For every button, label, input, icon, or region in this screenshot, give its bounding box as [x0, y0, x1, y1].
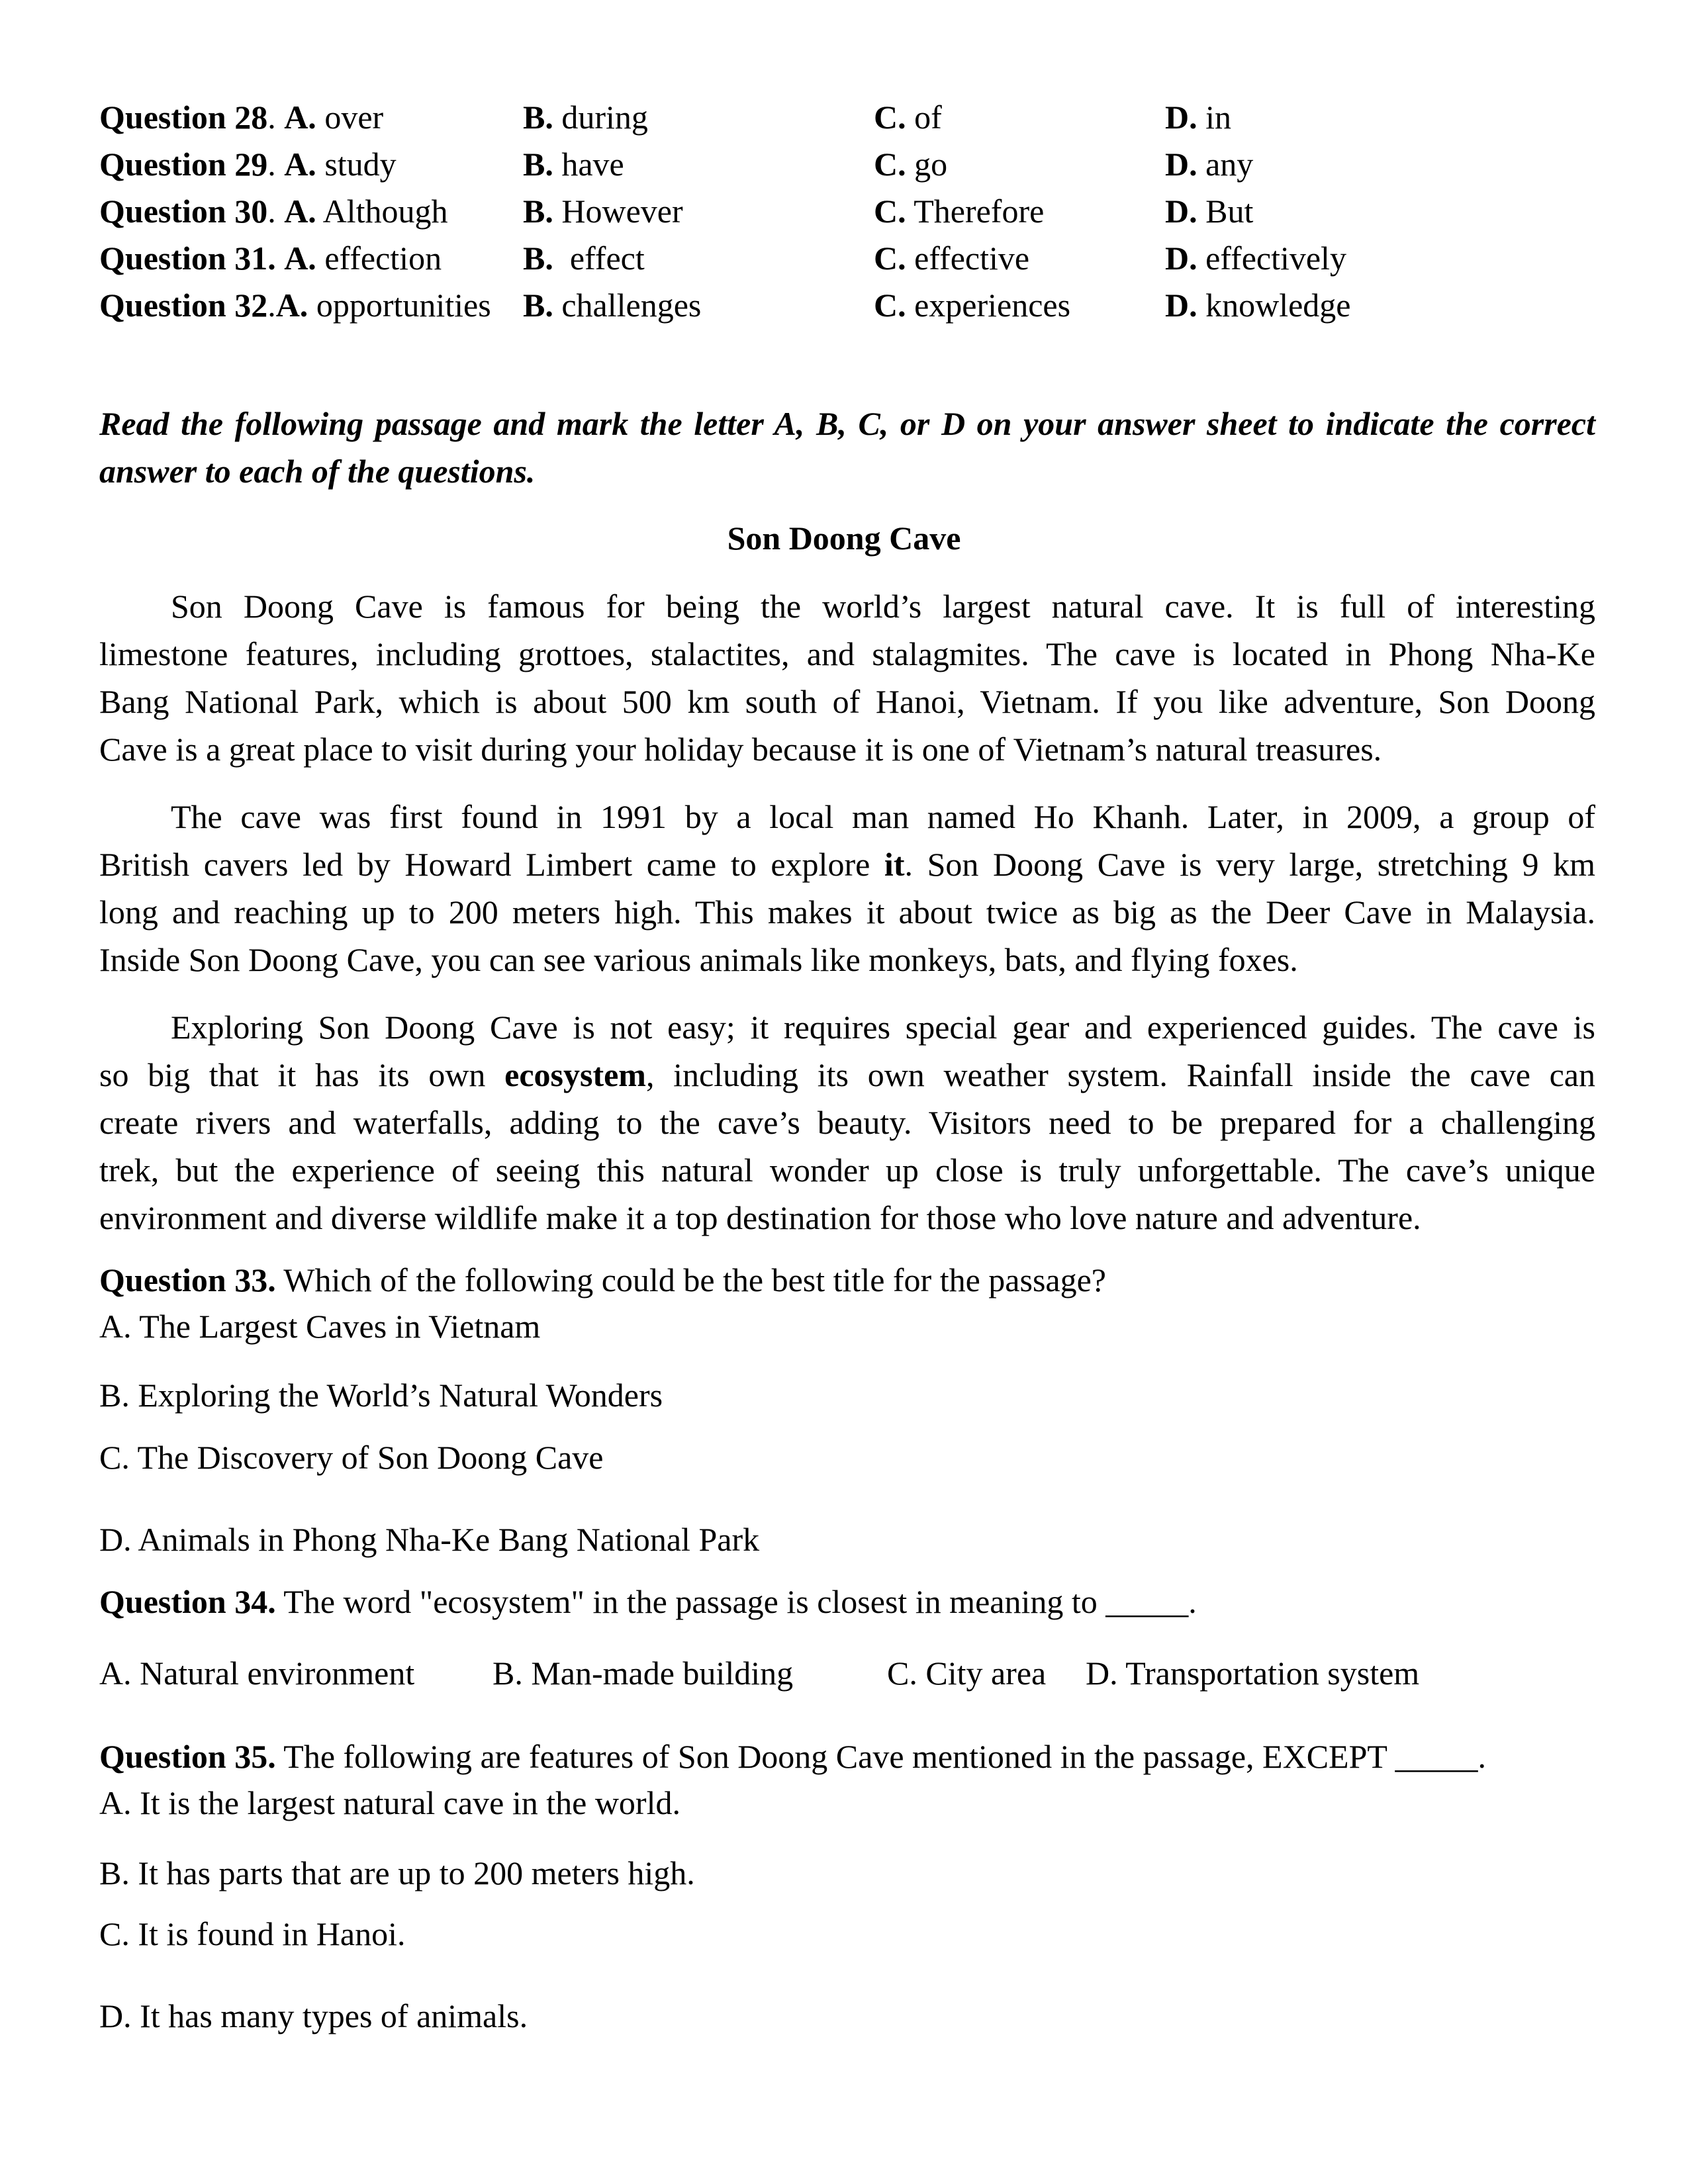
answer-option-d[interactable]: D. Animals in Phong Nha-Ke Bang National Park: [99, 1521, 760, 1558]
question-stem: Question 35. The following are features of Son Doong Cave mentioned in the passage, EXCEPT _____.: [99, 1738, 1487, 1775]
paragraph-line: Bang National Park, which is about 500 km south of Hanoi, Vietnam. If you like adventure, Son Doong: [99, 683, 1595, 720]
passage-paragraph-1: [99, 582, 1595, 773]
passage-title: Son Doong Cave: [727, 520, 961, 557]
paragraph-line: create rivers and waterfalls, adding to the cave’s beauty. Visitors need to be prepared for a challenging: [99, 1104, 1595, 1141]
question-stem: Question 33. Which of the following could be the best title for the passage?: [99, 1261, 1106, 1298]
question-label: Question 31. A. effection: [99, 240, 442, 277]
paragraph-line: limestone features, including grottoes, stalactites, and stalagmites. The cave is located in Phong Nha-Ke: [99, 635, 1595, 672]
answer-option-b[interactable]: B. It has parts that are up to 200 meters high.: [99, 1854, 695, 1891]
passage-paragraph-3: [99, 1003, 1595, 1242]
option-c: C. experiences: [874, 287, 1071, 324]
highlighted-word-it: it: [884, 846, 905, 883]
paragraph-text: so big that it has its own: [99, 1056, 486, 1093]
option-c: C. effective: [874, 240, 1030, 277]
answer-option-a[interactable]: A. The Largest Caves in Vietnam: [99, 1308, 541, 1345]
answer-option-d[interactable]: D. It has many types of animals.: [99, 1997, 528, 2034]
option-b: B. challenges: [523, 287, 702, 324]
option-b: B. effect: [523, 240, 645, 277]
answer-option-c[interactable]: C. The Discovery of Son Doong Cave: [99, 1439, 604, 1476]
paragraph-line: [99, 841, 1595, 888]
option-d: D. But: [1165, 193, 1254, 230]
paragraph-line: Exploring Son Doong Cave is not easy; it requires special gear and experienced guides. The cave is: [171, 1009, 1595, 1046]
question-label: Question 30. A. Although: [99, 193, 448, 230]
option-b: B. during: [523, 99, 648, 136]
paragraph-text: British cavers led by Howard Limbert came to explore: [99, 846, 870, 883]
question-label: Question 28. A. over: [99, 99, 384, 136]
answer-option-b[interactable]: B. Man-made building: [492, 1655, 794, 1692]
question-stem: Question 34. The word "ecosystem" in the passage is closest in meaning to _____.: [99, 1583, 1197, 1620]
option-b: B. However: [523, 193, 683, 230]
paragraph-line: [99, 1051, 1595, 1099]
question-label: Question 29. A. study: [99, 146, 397, 183]
answer-option-d[interactable]: D. Transportation system: [1086, 1655, 1420, 1692]
paragraph-line: trek, but the experience of seeing this natural wonder up close is truly unforgettable. The cave’s unique: [99, 1152, 1595, 1189]
paragraph-line: Inside Son Doong Cave, you can see various animals like monkeys, bats, and flying foxes.: [99, 941, 1298, 978]
option-c: C. go: [874, 146, 948, 183]
passage-paragraph-2: [99, 793, 1595, 983]
answer-option-a[interactable]: A. Natural environment: [99, 1655, 415, 1692]
paragraph-text: , including its own weather system. Rainfall inside the cave can: [645, 1056, 1595, 1093]
question-label: Question 32.A. opportunities: [99, 287, 491, 324]
answer-option-a[interactable]: A. It is the largest natural cave in the world.: [99, 1784, 680, 1821]
highlighted-word-ecosystem: ecosystem: [504, 1056, 646, 1093]
option-d: D. in: [1165, 99, 1232, 136]
paragraph-line: environment and diverse wildlife make it a top destination for those who love nature and adventure.: [99, 1199, 1421, 1236]
option-d: D. knowledge: [1165, 287, 1351, 324]
paragraph-line: Son Doong Cave is famous for being the world’s largest natural cave. It is full of interesting: [171, 588, 1595, 625]
answer-option-c[interactable]: C. It is found in Hanoi.: [99, 1915, 406, 1952]
option-c: C. Therefore: [874, 193, 1045, 230]
paragraph-line: Cave is a great place to visit during your holiday because it is one of Vietnam’s natural treasures.: [99, 731, 1382, 768]
answer-option-b[interactable]: B. Exploring the World’s Natural Wonders: [99, 1377, 663, 1414]
paragraph-text: . Son Doong Cave is very large, stretching 9 km: [904, 846, 1595, 883]
option-d: D. effectively: [1165, 240, 1346, 277]
option-c: C. of: [874, 99, 942, 136]
reading-instruction: Read the following passage and mark the letter A, B, C, or D on your answer sheet to indicate the correct answer to each of the questions.: [99, 405, 1595, 490]
paragraph-line: long and reaching up to 200 meters high. This makes it about twice as big as the Deer Cave in Malaysia.: [99, 893, 1595, 931]
paragraph-line: The cave was first found in 1991 by a local man named Ho Khanh. Later, in 2009, a group of: [171, 798, 1595, 835]
option-b: B. have: [523, 146, 624, 183]
option-d: D. any: [1165, 146, 1254, 183]
answer-option-c[interactable]: C. City area: [887, 1655, 1047, 1692]
